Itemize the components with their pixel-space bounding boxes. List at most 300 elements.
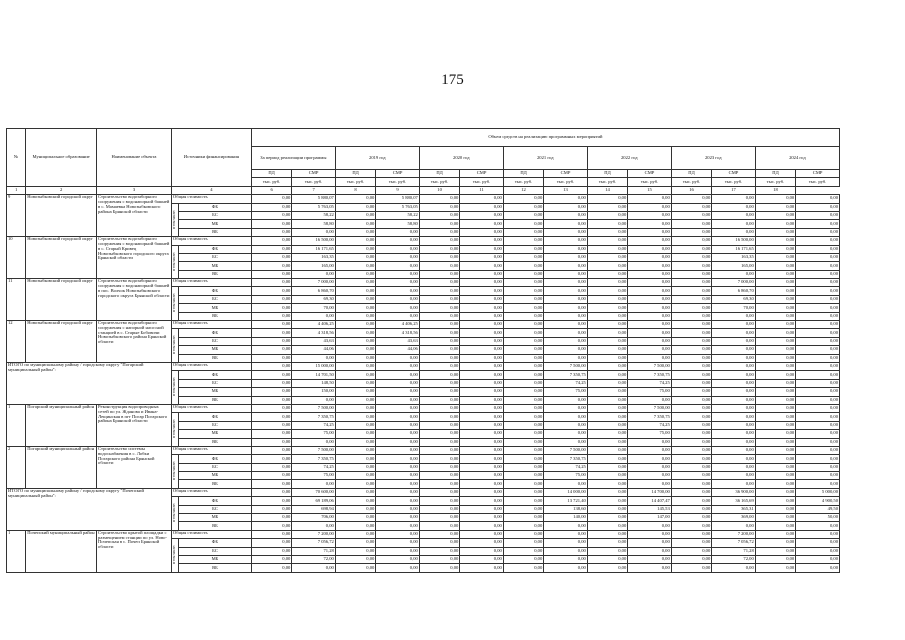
value-cell: 0,00 — [796, 555, 840, 563]
value-cell: 0,00 — [544, 547, 588, 555]
value-cell: 0,00 — [460, 446, 504, 454]
value-cell: 75,00 — [628, 388, 672, 396]
value-cell: 0,00 — [419, 253, 459, 261]
value-cell: 0,00 — [335, 362, 375, 370]
value-cell: 0,00 — [503, 253, 543, 261]
value-cell: 0,00 — [335, 472, 375, 480]
in-that-number-label — [171, 203, 178, 237]
value-cell: 0,00 — [335, 337, 375, 345]
value-cell: 0,00 — [419, 430, 459, 438]
municipality-cell: Новозыбковский городской округ — [26, 321, 97, 363]
value-cell: 0,00 — [796, 388, 840, 396]
value-cell: 16 171,65 — [292, 245, 336, 253]
value-cell: 0,00 — [460, 455, 504, 463]
value-cell: 0,00 — [755, 564, 795, 572]
value-cell: 0,00 — [628, 287, 672, 295]
value-cell: 0,00 — [503, 421, 543, 429]
source-cell: МБ — [179, 472, 252, 480]
source-cell: БС — [179, 211, 252, 219]
value-cell: 0,00 — [460, 472, 504, 480]
value-cell: 0,00 — [376, 555, 420, 563]
value-cell: 0,00 — [712, 522, 756, 530]
value-cell: 44,06 — [376, 346, 420, 354]
value-cell: 0,00 — [755, 362, 795, 370]
source-cell: ФБ — [179, 413, 252, 421]
value-cell: 0,00 — [335, 430, 375, 438]
value-cell: 0,00 — [503, 505, 543, 513]
value-cell: 0,00 — [292, 228, 336, 236]
value-cell: 0,00 — [544, 287, 588, 295]
source-cell: ВБ — [179, 480, 252, 488]
header-year: 2021 год — [503, 147, 587, 170]
value-cell: 0,00 — [292, 480, 336, 488]
value-cell: 0,00 — [376, 279, 420, 287]
object-cell: Строительство водозаборного сооружения с водонапорной башней в пос. Волчок Новозыбковского городского округа Брянской области — [97, 279, 172, 321]
value-cell: 0,00 — [544, 203, 588, 211]
value-cell: 0,00 — [503, 346, 543, 354]
in-that-number-label — [171, 245, 178, 279]
value-cell: 0,00 — [755, 329, 795, 337]
value-cell: 0,00 — [587, 446, 627, 454]
source-cell: МБ — [179, 388, 252, 396]
header-unit: тыс. руб. — [796, 178, 840, 186]
row-number: 10 — [7, 237, 26, 279]
value-cell: 0,00 — [335, 413, 375, 421]
value-cell: 0,00 — [460, 253, 504, 261]
value-cell: 0,00 — [419, 379, 459, 387]
value-cell: 0,00 — [460, 270, 504, 278]
value-cell: 165,00 — [712, 262, 756, 270]
header-col-number: 17 — [712, 186, 756, 194]
value-cell: 0,00 — [544, 211, 588, 219]
value-cell: 44,06 — [292, 346, 336, 354]
header-pd: ПД — [251, 170, 291, 178]
value-cell: 7 500,00 — [292, 404, 336, 412]
value-cell: 0,00 — [503, 472, 543, 480]
value-cell: 0,00 — [460, 396, 504, 404]
value-cell: 0,00 — [544, 522, 588, 530]
value-cell: 7 056,72 — [292, 539, 336, 547]
value-cell: 0,00 — [503, 430, 543, 438]
value-cell: 706,00 — [292, 514, 336, 522]
header-smr: СМР — [460, 170, 504, 178]
value-cell: 0,00 — [587, 195, 627, 203]
value-cell: 0,00 — [671, 438, 711, 446]
source-cell: Общая стоимость — [171, 195, 251, 203]
value-cell: 75,00 — [544, 388, 588, 396]
value-cell: 70,00 — [292, 304, 336, 312]
value-cell: 4 318,56 — [376, 329, 420, 337]
value-cell: 0,00 — [376, 514, 420, 522]
value-cell: 0,00 — [712, 413, 756, 421]
value-cell: 0,00 — [335, 237, 375, 245]
value-cell: 0,00 — [628, 304, 672, 312]
value-cell: 0,00 — [587, 220, 627, 228]
value-cell: 0,00 — [671, 228, 711, 236]
value-cell: 74,25 — [544, 379, 588, 387]
value-cell: 0,00 — [419, 203, 459, 211]
header-unit: тыс. руб. — [628, 178, 672, 186]
value-cell: 74,25 — [628, 421, 672, 429]
header-col-number: 1 — [7, 186, 26, 194]
value-cell: 14 407,47 — [628, 497, 672, 505]
value-cell: 0,00 — [671, 295, 711, 303]
value-cell: 0,00 — [671, 211, 711, 219]
source-cell: Общая стоимость — [171, 237, 251, 245]
header-source: Источники финансирования — [171, 129, 251, 187]
value-cell: 0,00 — [335, 388, 375, 396]
value-cell: 0,00 — [419, 488, 459, 496]
header-unit: тыс. руб. — [587, 178, 627, 186]
value-cell: 0,00 — [796, 413, 840, 421]
value-cell: 0,00 — [796, 421, 840, 429]
header-col-number: 9 — [376, 186, 420, 194]
value-cell: 74,25 — [628, 379, 672, 387]
value-cell: 0,00 — [796, 396, 840, 404]
value-cell: 0,00 — [796, 245, 840, 253]
value-cell: 0,00 — [419, 304, 459, 312]
value-cell: 0,00 — [335, 547, 375, 555]
value-cell: 0,00 — [292, 354, 336, 362]
value-cell: 0,00 — [503, 446, 543, 454]
source-cell: Общая стоимость — [171, 530, 251, 538]
value-cell: 0,00 — [419, 237, 459, 245]
value-cell: 0,00 — [796, 362, 840, 370]
value-cell: 43,63 — [376, 337, 420, 345]
header-col-number: 11 — [460, 186, 504, 194]
value-cell: 14 700,00 — [628, 488, 672, 496]
value-cell: 0,00 — [712, 329, 756, 337]
value-cell: 0,00 — [376, 379, 420, 387]
value-cell: 0,00 — [544, 321, 588, 329]
value-cell: 0,00 — [251, 379, 291, 387]
row-number: 12 — [7, 321, 26, 363]
in-that-number-text: в том числе: — [172, 377, 177, 397]
value-cell: 0,00 — [335, 564, 375, 572]
value-cell: 0,00 — [712, 203, 756, 211]
value-cell: 0,00 — [376, 421, 420, 429]
value-cell: 0,00 — [503, 547, 543, 555]
value-cell: 0,00 — [628, 564, 672, 572]
value-cell: 0,00 — [419, 388, 459, 396]
header-pd: ПД — [755, 170, 795, 178]
value-cell: 0,00 — [544, 555, 588, 563]
value-cell: 0,00 — [587, 438, 627, 446]
value-cell: 0,00 — [544, 413, 588, 421]
value-cell: 0,00 — [587, 245, 627, 253]
value-cell: 0,00 — [628, 539, 672, 547]
value-cell: 75,00 — [292, 472, 336, 480]
in-that-number-label — [171, 371, 178, 405]
value-cell: 0,00 — [460, 245, 504, 253]
value-cell: 0,00 — [587, 522, 627, 530]
value-cell: 49,50 — [796, 505, 840, 513]
value-cell: 0,00 — [712, 404, 756, 412]
source-cell: МБ — [179, 304, 252, 312]
value-cell: 0,00 — [628, 195, 672, 203]
value-cell: 0,00 — [796, 480, 840, 488]
source-cell: ФБ — [179, 497, 252, 505]
value-cell: 0,00 — [251, 530, 291, 538]
value-cell: 0,00 — [712, 446, 756, 454]
value-cell: 0,00 — [419, 270, 459, 278]
value-cell: 0,00 — [335, 329, 375, 337]
value-cell: 0,00 — [712, 472, 756, 480]
value-cell: 0,00 — [628, 295, 672, 303]
value-cell: 0,00 — [419, 505, 459, 513]
table-row — [7, 279, 840, 287]
value-cell: 0,00 — [503, 396, 543, 404]
value-cell: 0,00 — [376, 312, 420, 320]
value-cell: 0,00 — [292, 564, 336, 572]
value-cell: 0,00 — [335, 505, 375, 513]
value-cell: 15 000,00 — [292, 362, 336, 370]
value-cell: 0,00 — [419, 245, 459, 253]
value-cell: 58,22 — [292, 211, 336, 219]
value-cell: 58,80 — [292, 220, 336, 228]
value-cell: 0,00 — [335, 480, 375, 488]
value-cell: 0,00 — [671, 337, 711, 345]
source-cell: Общая стоимость — [171, 404, 251, 412]
total-label: ИТОГО по муниципальному району / городскому округу "Погарский муниципальный район": — [7, 362, 172, 404]
value-cell: 0,00 — [671, 522, 711, 530]
value-cell: 0,00 — [335, 270, 375, 278]
source-cell: БС — [179, 505, 252, 513]
value-cell: 0,00 — [419, 530, 459, 538]
value-cell: 0,00 — [587, 253, 627, 261]
value-cell: 7 500,00 — [628, 404, 672, 412]
value-cell: 0,00 — [376, 228, 420, 236]
source-cell: ВБ — [179, 270, 252, 278]
value-cell: 0,00 — [587, 430, 627, 438]
value-cell: 0,00 — [671, 287, 711, 295]
value-cell: 0,00 — [755, 472, 795, 480]
value-cell: 0,00 — [251, 346, 291, 354]
header-unit: тыс. руб. — [335, 178, 375, 186]
value-cell: 0,00 — [292, 438, 336, 446]
source-cell: Общая стоимость — [171, 362, 251, 370]
value-cell: 0,00 — [460, 312, 504, 320]
value-cell: 0,00 — [712, 455, 756, 463]
header-year: 2023 год — [671, 147, 755, 170]
value-cell: 0,00 — [419, 262, 459, 270]
value-cell: 0,00 — [460, 329, 504, 337]
value-cell: 0,00 — [796, 329, 840, 337]
value-cell: 0,00 — [335, 446, 375, 454]
value-cell: 0,00 — [503, 220, 543, 228]
header-col-number: 3 — [97, 186, 172, 194]
value-cell: 0,00 — [251, 195, 291, 203]
header-unit: тыс. руб. — [544, 178, 588, 186]
value-cell: 0,00 — [335, 379, 375, 387]
value-cell: 7 500,00 — [544, 362, 588, 370]
source-cell: Общая стоимость — [171, 446, 251, 454]
value-cell: 0,00 — [251, 203, 291, 211]
value-cell: 0,00 — [251, 321, 291, 329]
value-cell: 0,00 — [292, 396, 336, 404]
value-cell: 0,00 — [671, 564, 711, 572]
value-cell: 0,00 — [796, 228, 840, 236]
value-cell: 0,00 — [628, 530, 672, 538]
value-cell: 0,00 — [755, 237, 795, 245]
value-cell: 0,00 — [503, 480, 543, 488]
in-that-number-label — [171, 287, 178, 321]
value-cell: 0,00 — [335, 262, 375, 270]
value-cell: 0,00 — [419, 279, 459, 287]
value-cell: 0,00 — [671, 329, 711, 337]
value-cell: 0,00 — [712, 421, 756, 429]
value-cell: 0,00 — [335, 304, 375, 312]
value-cell: 0,00 — [503, 388, 543, 396]
value-cell: 0,00 — [251, 455, 291, 463]
value-cell: 0,00 — [419, 362, 459, 370]
value-cell: 0,00 — [587, 388, 627, 396]
value-cell: 0,00 — [376, 446, 420, 454]
value-cell: 0,00 — [503, 304, 543, 312]
value-cell: 0,00 — [712, 480, 756, 488]
source-cell: ВБ — [179, 522, 252, 530]
value-cell: 0,00 — [335, 463, 375, 471]
table-row — [7, 321, 840, 329]
value-cell: 0,00 — [671, 530, 711, 538]
value-cell: 0,00 — [712, 220, 756, 228]
value-cell: 0,00 — [671, 279, 711, 287]
value-cell: 0,00 — [796, 279, 840, 287]
source-cell: БС — [179, 253, 252, 261]
value-cell: 0,00 — [755, 547, 795, 555]
value-cell: 74,25 — [292, 421, 336, 429]
value-cell: 0,00 — [251, 547, 291, 555]
value-cell: 0,00 — [671, 262, 711, 270]
row-number: 1 — [7, 404, 26, 446]
header-col-number: 15 — [628, 186, 672, 194]
value-cell: 0,00 — [712, 463, 756, 471]
value-cell: 0,00 — [376, 270, 420, 278]
value-cell: 0,00 — [419, 547, 459, 555]
value-cell: 0,00 — [587, 329, 627, 337]
value-cell: 0,00 — [419, 463, 459, 471]
value-cell: 0,00 — [460, 304, 504, 312]
value-cell: 7 056,72 — [712, 539, 756, 547]
value-cell: 0,00 — [460, 463, 504, 471]
row-number: 11 — [7, 279, 26, 321]
value-cell: 7 350,75 — [628, 413, 672, 421]
value-cell: 0,00 — [755, 396, 795, 404]
value-cell: 5 880,07 — [292, 195, 336, 203]
in-that-number-text: в том числе: — [172, 545, 177, 564]
value-cell: 0,00 — [503, 463, 543, 471]
value-cell: 0,00 — [755, 312, 795, 320]
value-cell: 0,00 — [544, 354, 588, 362]
value-cell: 0,00 — [796, 220, 840, 228]
value-cell: 0,00 — [419, 312, 459, 320]
value-cell: 0,00 — [587, 404, 627, 412]
header-col-number: 6 — [251, 186, 291, 194]
value-cell: 0,00 — [544, 564, 588, 572]
value-cell: 147,00 — [628, 514, 672, 522]
value-cell: 0,00 — [587, 455, 627, 463]
value-cell: 0,00 — [251, 362, 291, 370]
value-cell: 0,00 — [335, 354, 375, 362]
header-unit: тыс. руб. — [251, 178, 291, 186]
value-cell: 0,00 — [755, 522, 795, 530]
value-cell: 145,53 — [628, 505, 672, 513]
value-cell: 0,00 — [503, 539, 543, 547]
value-cell: 0,00 — [419, 497, 459, 505]
value-cell: 0,00 — [671, 203, 711, 211]
value-cell: 0,00 — [796, 472, 840, 480]
source-cell: ВБ — [179, 228, 252, 236]
header-object: Наименование объекта — [97, 129, 172, 187]
value-cell: 0,00 — [755, 228, 795, 236]
value-cell: 0,00 — [251, 237, 291, 245]
value-cell: 0,00 — [671, 321, 711, 329]
value-cell: 58,22 — [376, 211, 420, 219]
value-cell: 0,00 — [292, 312, 336, 320]
value-cell: 0,00 — [251, 413, 291, 421]
value-cell: 0,00 — [544, 530, 588, 538]
value-cell: 0,00 — [671, 463, 711, 471]
value-cell: 0,00 — [376, 413, 420, 421]
value-cell: 0,00 — [796, 237, 840, 245]
value-cell: 0,00 — [419, 421, 459, 429]
value-cell: 0,00 — [755, 220, 795, 228]
value-cell: 0,00 — [712, 379, 756, 387]
value-cell: 0,00 — [628, 396, 672, 404]
value-cell: 0,00 — [628, 211, 672, 219]
value-cell: 163,35 — [292, 253, 336, 261]
value-cell: 0,00 — [712, 371, 756, 379]
in-that-number-text: в том числе: — [172, 293, 177, 313]
value-cell: 0,00 — [251, 262, 291, 270]
value-cell: 0,00 — [460, 379, 504, 387]
value-cell: 71,28 — [712, 547, 756, 555]
value-cell: 0,00 — [671, 396, 711, 404]
value-cell: 0,00 — [587, 346, 627, 354]
object-cell: Строительство крытой площадки с размещением станции по ул. Ново-Почепская в с. Почеп Брянской области — [97, 530, 172, 572]
header-year: 2022 год — [587, 147, 671, 170]
value-cell: 4 318,56 — [292, 329, 336, 337]
object-cell: Строительство водозаборного сооружения с водонапорной башней в с. Мамаевка Новозыбковского района Брянской области — [97, 195, 172, 237]
value-cell: 0,00 — [628, 547, 672, 555]
value-cell: 0,00 — [503, 228, 543, 236]
value-cell: 0,00 — [544, 430, 588, 438]
value-cell: 0,00 — [460, 413, 504, 421]
value-cell: 7 000,00 — [292, 279, 336, 287]
value-cell: 0,00 — [335, 514, 375, 522]
value-cell: 0,00 — [335, 438, 375, 446]
municipality-cell: Новозыбковский городской округ — [26, 279, 97, 321]
value-cell: 36 165,69 — [712, 497, 756, 505]
municipality-cell: Новозыбковский городской округ — [26, 237, 97, 279]
value-cell: 0,00 — [628, 472, 672, 480]
value-cell: 0,00 — [628, 463, 672, 471]
value-cell: 0,00 — [251, 388, 291, 396]
value-cell: 0,00 — [671, 253, 711, 261]
value-cell: 0,00 — [712, 362, 756, 370]
value-cell: 0,00 — [460, 371, 504, 379]
value-cell: 0,00 — [587, 539, 627, 547]
value-cell: 0,00 — [460, 337, 504, 345]
value-cell: 0,00 — [503, 514, 543, 522]
source-cell: БС — [179, 421, 252, 429]
value-cell: 0,00 — [587, 413, 627, 421]
value-cell: 0,00 — [335, 455, 375, 463]
value-cell: 70 600,00 — [292, 488, 336, 496]
value-cell: 0,00 — [503, 564, 543, 572]
value-cell: 0,00 — [755, 203, 795, 211]
value-cell: 0,00 — [503, 379, 543, 387]
